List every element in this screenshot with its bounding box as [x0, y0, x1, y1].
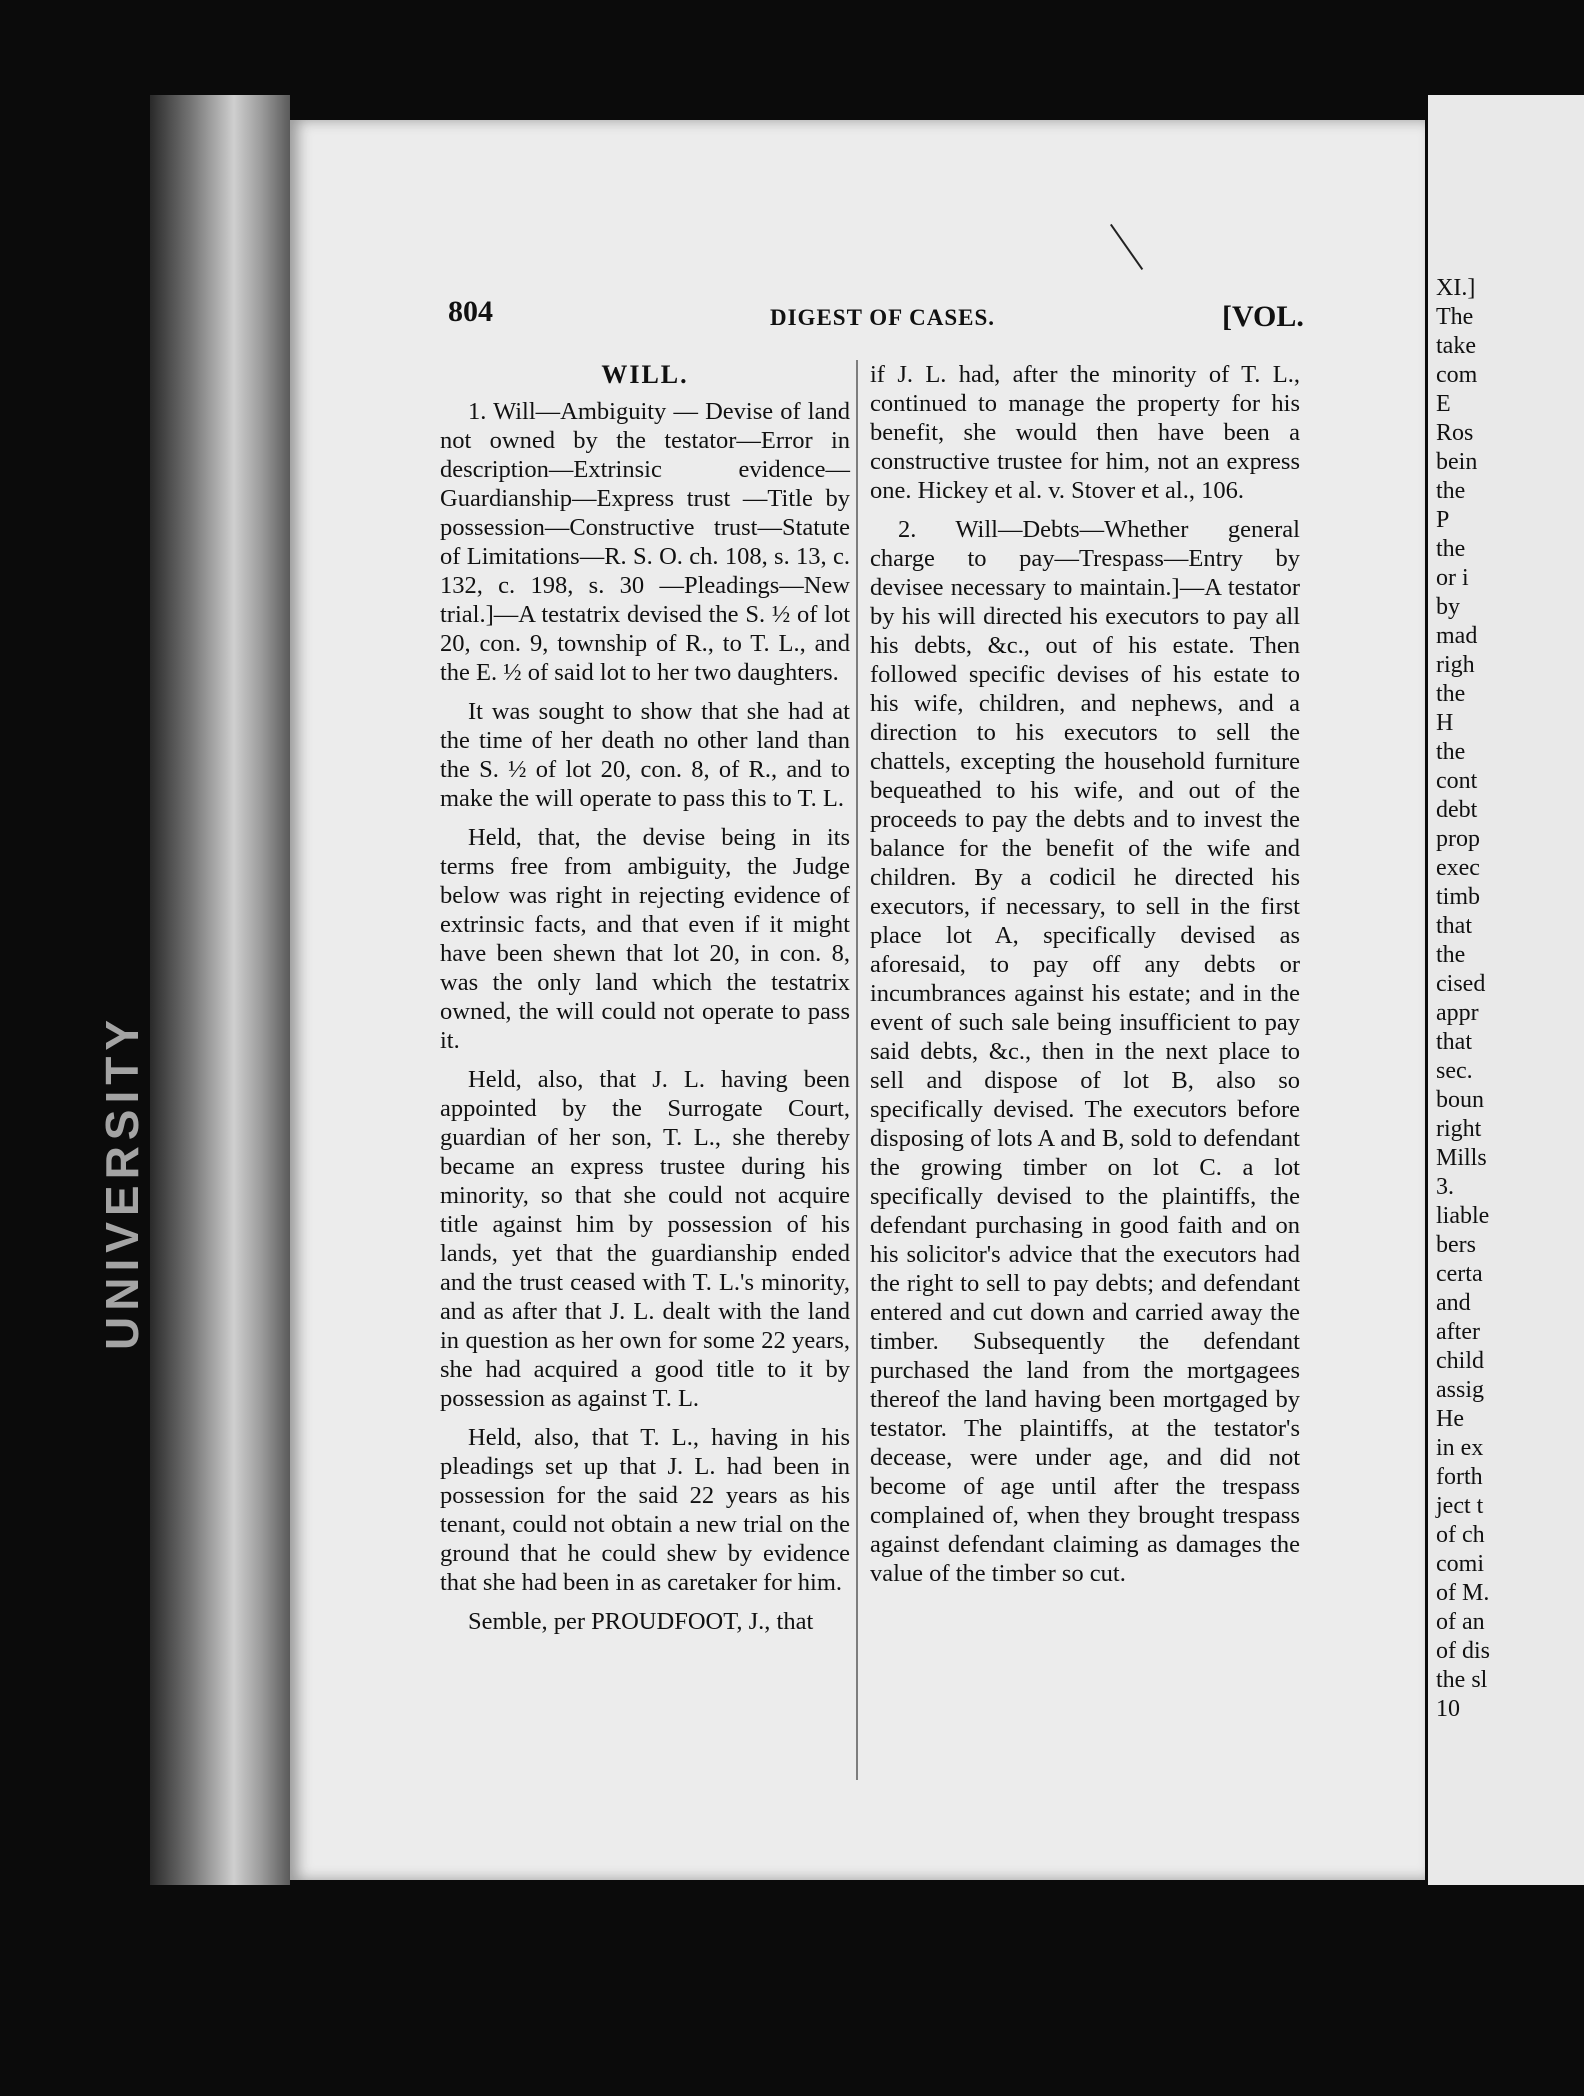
right-page-line: the [1436, 739, 1466, 765]
paragraph: if J. L. had, after the minority of T. L., continued to manage the property for his benefit, she would then have been a constructive trustee for him, not an express one. Hickey et al. v. Stover et al., 106. [870, 361, 1300, 504]
right-page-line: P [1436, 507, 1450, 533]
right-page-line: appr [1436, 1000, 1479, 1026]
right-page-line: of M. [1436, 1580, 1490, 1606]
right-page-line: cont [1436, 768, 1478, 794]
right-page-line: or i [1436, 565, 1469, 591]
right-page-line: certa [1436, 1261, 1483, 1287]
right-page-line: exec [1436, 855, 1480, 881]
right-page-line: of an [1436, 1609, 1485, 1635]
right-page-line: Ros [1436, 420, 1474, 446]
right-page-line: timb [1436, 884, 1481, 910]
right-page-line: the [1436, 536, 1466, 562]
book-page-edges [150, 95, 290, 1885]
right-page-line: right [1436, 1116, 1482, 1142]
right-page-line: cised [1436, 971, 1486, 997]
paragraph: Semble, per PROUDFOOT, J., that [468, 1608, 814, 1635]
right-page-line: bers [1436, 1232, 1476, 1258]
right-page-line: debt [1436, 797, 1478, 823]
right-page-line: 3. [1436, 1174, 1454, 1200]
running-head: DIGEST OF CASES. [770, 305, 995, 330]
paragraph: 1. Will—Ambiguity — Devise of land not owned by the testator—Error in description—Extrinsic evidence—Guardianship—Express trust —Title by possession—Constructive trust—Statute of Limitations—R. S. O. ch. 108, s. 13, c. 132, c. 198, s. 30 —Pleadings—New trial.]—A testatrix devised the S. ½ of lot 20, con. 9, township of R., to T. L., and the E. ½ of said lot to her two daughters. [440, 398, 850, 686]
right-page-line: E [1436, 391, 1451, 417]
right-page-line: in ex [1436, 1435, 1484, 1461]
column-rule [856, 360, 858, 1780]
right-page-line: by [1436, 594, 1460, 620]
right-page-line: liable [1436, 1203, 1490, 1229]
right-page-line: ject t [1436, 1493, 1484, 1519]
right-page-line: comi [1436, 1551, 1484, 1577]
right-page-line: Mills [1436, 1145, 1487, 1171]
right-page-line: assig [1436, 1377, 1484, 1403]
right-page-line: of dis [1436, 1638, 1490, 1664]
library-stamp: UNIVERSITY [96, 1013, 148, 1350]
paragraph: Held, that, the devise being in its terms free from ambiguity, the Judge below was right in rejecting evidence of extrinsic facts, and that even if it might have been shewn that lot 20, in con. 8, was the only land which the testatrix owned, the will could not operate to pass it. [440, 824, 850, 1054]
right-page-line: boun [1436, 1087, 1484, 1113]
right-page-line: the [1436, 942, 1466, 968]
left-column [440, 360, 850, 1646]
paragraph: Held, also, that T. L., having in his pleadings set up that J. L. had been in possession for the said 22 years as his tenant, could not obtain a new trial on the ground that he could shew by evidence that she had been in as caretaker for him. [440, 1424, 850, 1596]
paragraph: Held, also, that J. L. having been appointed by the Surrogate Court, guardian of her son, T. L., she thereby became an express trustee during his minority, so that she could not acquire title against him by possession of his lands, yet that the guardianship ended and the trust ceased with T. L.'s minority, and as after that J. L. dealt with the land in question as her own for some 22 years, she had acquired a good title to it by possession as against T. L. [440, 1066, 850, 1412]
right-page-line: and [1436, 1290, 1471, 1316]
right-page-line: forth [1436, 1464, 1483, 1490]
section-title: WILL. [601, 360, 689, 389]
right-page-line: sec. [1436, 1058, 1473, 1084]
paragraph: It was sought to show that she had at the time of her death no other land than the S. ½ of lot 20, con. 8, of R., and to make the will operate to pass this to T. L. [440, 698, 850, 812]
right-page-line: after [1436, 1319, 1480, 1345]
right-page-line: that [1436, 913, 1472, 939]
page-number: 804 [448, 295, 493, 328]
right-page-line: 10 [1436, 1696, 1460, 1722]
right-page-line: bein [1436, 449, 1478, 475]
volume-mark: [VOL. [1222, 300, 1304, 333]
right-page-line: the sl [1436, 1667, 1488, 1693]
right-page-line: He [1436, 1406, 1464, 1432]
right-page-line: com [1436, 362, 1478, 388]
right-column [870, 360, 1300, 1598]
paragraph: 2. Will—Debts—Whether general charge to pay—Trespass—Entry by devisee necessary to maintain.]—A testator by his will directed his executors to pay all his debts, &c., out of his estate. Then followed specific devises of his estate to his wife, children, and nephews, and a direction to his executors to sell the chattels, excepting the household furniture bequeathed to his wife, and out of the proceeds to pay the debts and to invest the balance for the benefit of the wife and children. By a codicil he directed his executors, if necessary, to sell in the first place lot A, specifically devised as aforesaid, to pay off any debts or incumbrances against his estate; and in the event of such sale being insufficient to pay said debts, &c., then in the next place to sell and dispose of lot B, also so specifically devised. The executors before disposing of lots A and B, sold to defendant the growing timber on lot C. a lot specifically devised to the plaintiffs, the defendant purchasing in good faith and on his solicitor's advice that the executors had the right to sell to pay debts; and defendant entered and cut down and carried away the timber. Subsequently the defendant purchased the land from the mortgagees thereof the land having been mortgaged by testator. The plaintiffs, at the testator's decease, were under age, and did not become of age until after the trespass complained of, when they brought trespass against defendant claiming as damages the value of the timber so cut. [870, 516, 1300, 1587]
right-page-line: H [1436, 710, 1454, 736]
right-page-line: mad [1436, 623, 1478, 649]
right-page-line: child [1436, 1348, 1484, 1374]
right-page-line: XI.] [1436, 275, 1476, 301]
right-page-line: of ch [1436, 1522, 1485, 1548]
right-page-line: the [1436, 478, 1466, 504]
right-page-line: righ [1436, 652, 1475, 678]
right-page-line: prop [1436, 826, 1480, 852]
right-page-line: take [1436, 333, 1476, 359]
right-page-line: the [1436, 681, 1466, 707]
right-page-line: The [1436, 304, 1474, 330]
right-page-line: that [1436, 1029, 1472, 1055]
right-page-fragment [1428, 95, 1584, 1885]
